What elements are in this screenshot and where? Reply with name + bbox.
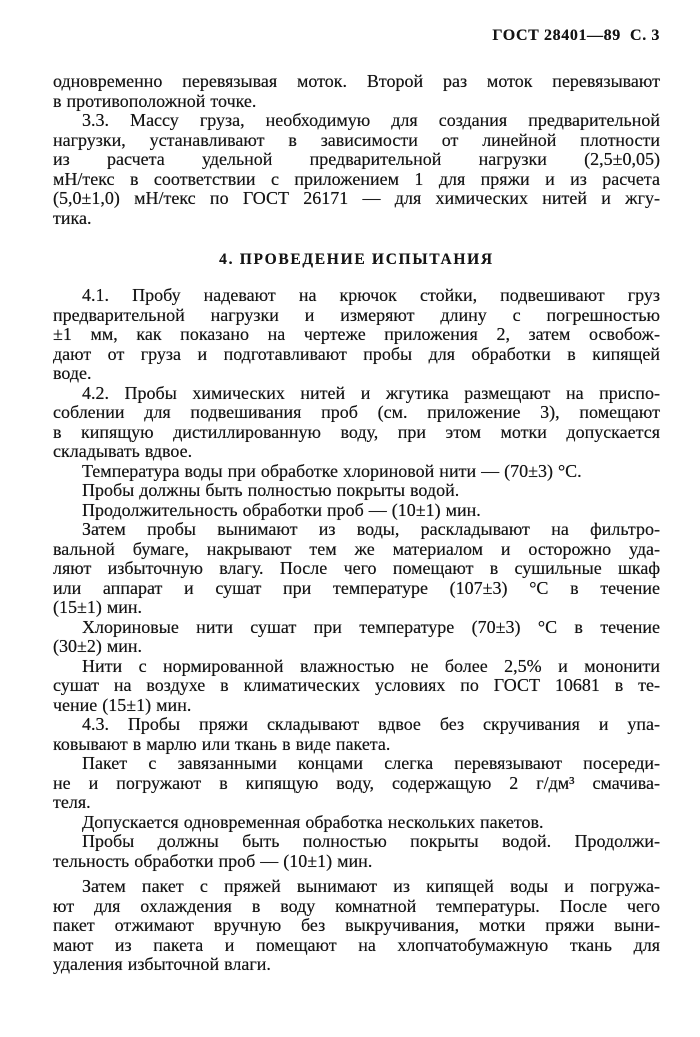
text-line: (30±2) мин. (53, 636, 143, 656)
text-line: Нити с нормированной влажностью не более 2,5% и мононити (82, 655, 660, 676)
text-line: Допускается одновременная обработка нескольких пакетов. (82, 811, 544, 832)
multiple-packages-note (53, 813, 660, 833)
normalized-moisture-note (53, 657, 660, 716)
text-line: тельность обработки проб — (10±1) мин. (53, 850, 373, 871)
text-line: дают от груза и подготавливают пробы для обработки в кипящей (53, 343, 660, 364)
text-line: из расчета удельной предварительной нагрузки (2,5±0,05) (53, 149, 660, 169)
text-line: удаления избыточной влаги. (53, 954, 271, 974)
text-line: сушат на воздухе в климатических условиях по ГОСТ 10681 в те- (53, 675, 660, 695)
section-heading: 4. ПРОВЕДЕНИЕ ИСПЫТАНИЯ (219, 251, 494, 268)
text-line: мН/текс в соответствии с приложением 1 для пряжи и из расчета (53, 168, 660, 189)
text-line: воде. (53, 363, 92, 383)
text-line: Хлориновые нити сушат при температуре (70±3) °С в течение (82, 616, 660, 637)
text-line: Продолжительность обработки проб — (10±1) мин. (82, 499, 481, 520)
text-line: или аппарат и сушат при температуре (107±3) °С в течение (53, 577, 660, 598)
text-line: пакет отжимают вручную без выкручивания, мотки пряжи выни- (53, 915, 660, 935)
text-line: в противоположной точке. (53, 90, 257, 111)
text-line: Пробы должны быть полностью покрыты водой. (82, 480, 460, 500)
text-line: не и погружают в кипящую воду, содержащую 2 г/дм³ смачива- (53, 772, 660, 793)
text-line: вальной бумаге, накрывают тем же материалом и осторожно уда- (53, 538, 660, 559)
text-line: 3.3. Массу груза, необходимую для создания предварительной (82, 110, 660, 130)
drying-procedure (53, 520, 660, 618)
page-body (53, 72, 660, 975)
chlorin-thread-drying-note (53, 618, 660, 657)
text-line: Пакет с завязанными концами слегка перевязывают посереди- (82, 753, 660, 773)
text-line: 4.2. Пробы химических нитей и жгутика размещают на приспо- (82, 382, 660, 403)
text-line: складывать вдвое. (53, 441, 193, 461)
text-line: предварительной нагрузки и измеряют длину с погрешностью (53, 304, 660, 325)
clause-4-3 (53, 715, 660, 754)
text-line: Затем пакет с пряжей вынимают из кипящей воды и погружа- (82, 876, 660, 896)
water-temperature-note (53, 462, 660, 482)
clause-4-2 (53, 384, 660, 462)
cooling-and-wringing-procedure (53, 877, 660, 975)
text-line: одновременно перевязывая моток. Второй раз моток перевязывают (53, 71, 660, 91)
text-line: 4.3. Пробы пряжи складывают вдвое без скручивания и упа- (82, 714, 660, 734)
text-line: (5,0±1,0) мН/текс по ГОСТ 26171 — для химических нитей и жгу- (53, 188, 660, 208)
samples-covered-note (53, 481, 660, 501)
text-line: чение (15±1) мин. (53, 694, 192, 715)
package-boiling-procedure (53, 754, 660, 813)
text-line: 4.1. Пробу надевают на крючок стойки, подвешивают груз (82, 285, 660, 305)
text-line: ковывают в марлю или ткань в виде пакета. (53, 733, 391, 754)
text-line: ют для охлаждения в воду комнатной температуры. После чего (53, 895, 660, 916)
text-line: ±1 мм, как показано на чертеже приложения 2, затем освобож- (53, 324, 660, 344)
clause-3-3 (53, 111, 660, 228)
text-line: в кипящую дистиллированную воду, при этом мотки допускается (53, 421, 660, 442)
text-line: Пробы должны быть полностью покрыты водой. Продолжи- (82, 831, 660, 851)
text-line: теля. (53, 792, 91, 812)
text-line: соблении для подвешивания проб (см. приложение 3), помещают (53, 402, 660, 422)
text-line: ляют избыточную влагу. После чего помещают в сушильные шкаф (53, 558, 660, 578)
paragraph-continuation (53, 72, 660, 111)
running-header: ГОСТ 28401—89 С. 3 (492, 27, 660, 44)
text-line: тика. (53, 207, 92, 228)
treatment-duration-note (53, 501, 660, 521)
text-line: Затем пробы вынимают из воды, раскладывают на фильтро- (82, 519, 660, 539)
text-line: нагрузки, устанавливают в зависимости от линейной плотности (53, 129, 660, 150)
clause-4-1 (53, 286, 660, 384)
text-line: (15±1) мин. (53, 597, 143, 617)
text-line: Температура воды при обработке хлориновой нити — (70±3) °С. (82, 460, 582, 481)
duration-note-second (53, 832, 660, 871)
text-line: мают из пакета и помещают на хлопчатобумажную ткань для (53, 934, 660, 955)
